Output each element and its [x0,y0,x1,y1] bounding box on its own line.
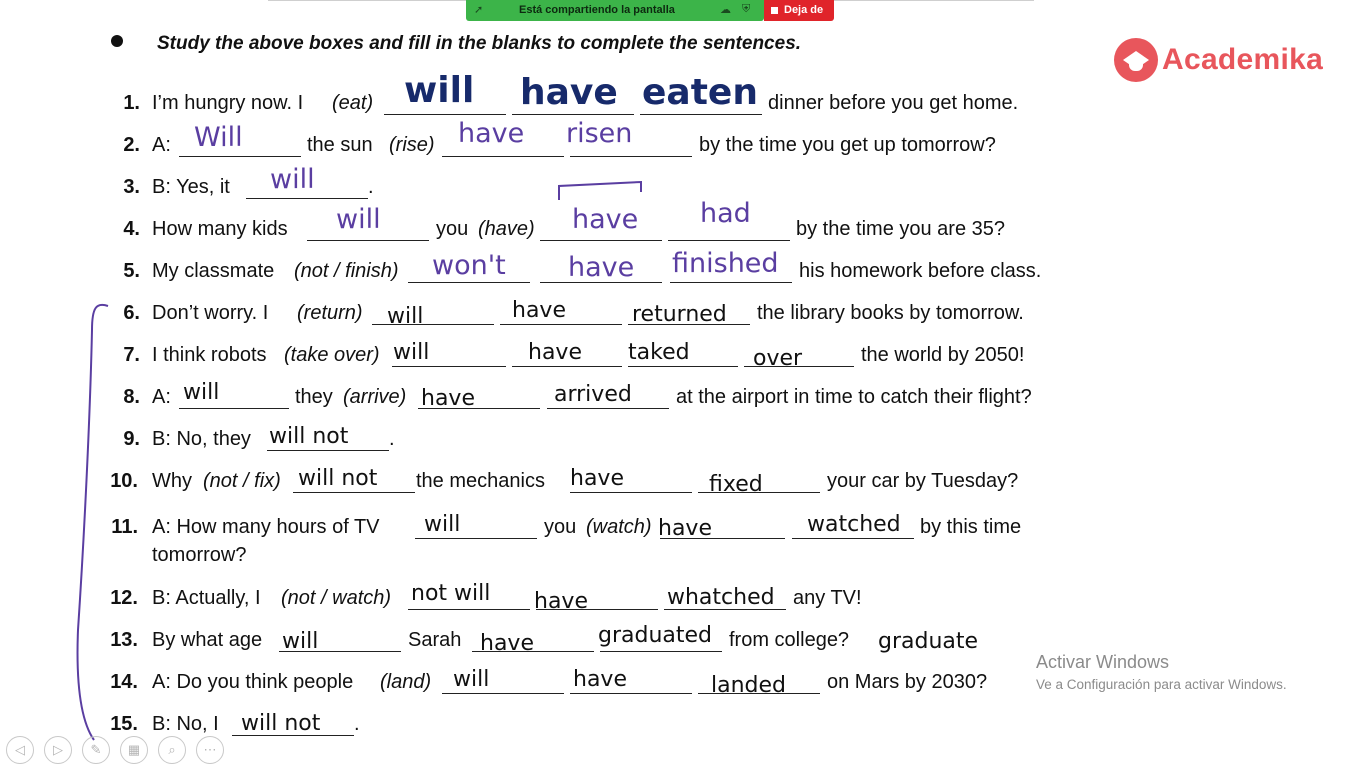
typed-answer: will [183,380,220,405]
sentence-text: any TV! [793,587,862,609]
sentence-text: By what age [152,629,263,651]
answer-blank[interactable] [512,366,622,367]
verb-hint: (rise) [389,134,435,156]
typed-answer: graduate [878,629,979,654]
typed-answer: over [753,346,803,371]
sentence-text: Sarah [408,629,462,651]
answer-blank[interactable] [500,324,622,325]
typed-answer: landed [711,673,787,698]
verb-hint: (have) [478,218,535,240]
sentence-text: your car by Tuesday? [827,470,1019,492]
typed-answer: graduated [598,623,713,648]
sentence-number: 14. [110,671,138,693]
sentence-text: A: Do you think people [152,671,354,693]
typed-answer: taked [628,340,690,365]
answer-blank[interactable] [668,240,790,241]
answer-blank[interactable] [179,408,289,409]
answer-blank[interactable] [512,114,634,115]
answer-blank[interactable] [792,538,914,539]
sentence-text: the world by 2050! [861,344,1025,366]
sentence-text: . [368,176,374,198]
verb-hint: (not / watch) [281,587,392,609]
sentence-number: 15. [110,713,138,735]
answer-blank[interactable] [307,240,429,241]
typed-answer: have [573,667,627,692]
verb-hint: (not / finish) [294,260,399,282]
sentence-number: 11. [111,516,138,538]
zoom-icon[interactable]: ⌕ [158,736,186,764]
more-icon[interactable]: ⋯ [196,736,224,764]
share-status-text: Está compartiendo la pantalla [519,4,675,16]
sentence-text: his homework before class. [799,260,1042,282]
cloud-icon[interactable]: ☁ [720,4,731,16]
activation-title: Activar Windows [1036,652,1170,672]
answer-blank[interactable] [246,198,368,199]
sentence-text: B: Yes, it [152,176,230,198]
typed-answer: will [393,340,430,365]
handwritten-answer: will [270,164,315,195]
typed-answer: have [528,340,582,365]
stop-sharing-label: Deja de [784,4,824,16]
pin-icon[interactable]: ➚ [474,4,484,16]
answer-blank[interactable] [384,114,506,115]
typed-answer: arrived [554,382,632,407]
handwritten-answer: will [336,204,381,235]
screen-share-bar[interactable] [466,0,764,21]
answer-blank[interactable] [392,366,506,367]
typed-answer: have [658,516,712,541]
academika-logo [1114,38,1344,84]
answer-blank[interactable] [408,609,530,610]
sentence-text: I’m hungry now. I [152,92,304,114]
answer-blank[interactable] [293,492,415,493]
bullet-icon [111,35,123,47]
handwritten-answer: had [700,198,751,229]
sentence-text: from college? [729,629,850,651]
sentence-text: you [436,218,469,240]
sentence-text: B: Actually, I [152,587,261,609]
typed-answer: will not [241,711,321,736]
typed-answer: have [480,631,534,656]
answer-blank[interactable] [415,538,537,539]
answer-blank[interactable] [547,408,669,409]
verb-hint: (eat) [332,92,374,114]
sentence-text: B: No, I [152,713,219,735]
sentence-text: My classmate [152,260,275,282]
handwritten-answer: will [404,70,475,111]
answer-blank[interactable] [670,282,792,283]
sentence-text: by the time you get up tomorrow? [699,134,996,156]
verb-hint: (return) [297,302,363,324]
pen-icon[interactable]: ✎ [82,736,110,764]
sentence-number: 3. [123,176,140,198]
prev-icon[interactable]: ◁ [6,736,34,764]
typed-answer: will [282,629,319,654]
handwritten-answer: have [572,204,639,235]
windows-activation-notice [1036,652,1287,692]
answer-blank[interactable] [628,366,738,367]
typed-answer: will [387,304,424,329]
sentence-number: 10. [110,470,138,492]
sentence-text: the mechanics [416,470,545,492]
presentation-controls [6,736,226,764]
sentence-number: 4. [123,218,140,240]
sentence-text: . [354,713,360,735]
sentence-number: 6. [123,302,140,324]
handwritten-answer: have [458,118,525,149]
answer-blank[interactable] [600,651,722,652]
sentence-number: 9. [123,428,140,450]
answer-blank[interactable] [640,114,762,115]
sentence-text: Don’t worry. I [152,302,269,324]
logo-text: Academika [1162,43,1324,76]
sentence-number: 5. [123,260,140,282]
answer-blank[interactable] [179,156,301,157]
handwritten-mark [555,178,647,202]
sentence-text: B: No, they [152,428,251,450]
handwritten-answer: eaten [642,72,758,113]
sentence-number: 12. [110,587,138,609]
typed-answer: watched [807,512,901,537]
stop-icon [771,7,778,14]
sentence-text: I think robots [152,344,267,366]
graduation-cap-icon [1114,38,1158,82]
next-icon[interactable]: ▷ [44,736,72,764]
sentence-text: the library books by tomorrow. [757,302,1024,324]
typed-answer: have [421,386,475,411]
typed-answer: fixed [709,472,763,497]
sentence-text: they [295,386,333,408]
answer-blank[interactable] [442,156,564,157]
grid-icon[interactable]: ▦ [120,736,148,764]
answer-blank[interactable] [408,282,530,283]
sentence-number: 8. [123,386,140,408]
sentence-text: the sun [307,134,373,156]
answer-blank[interactable] [267,450,389,451]
typed-answer: will [424,512,461,537]
verb-hint: (not / fix) [203,470,281,492]
sentence-number: 2. [123,134,140,156]
sentence-text: tomorrow? [152,544,247,566]
sentence-text: you [544,516,577,538]
answer-blank[interactable] [570,492,692,493]
verb-hint: (arrive) [343,386,407,408]
sentence-text: on Mars by 2030? [827,671,988,693]
answer-blank[interactable] [540,240,662,241]
sentence-number: 13. [110,629,138,651]
answer-blank[interactable] [442,693,564,694]
handwritten-answer: have [520,72,618,113]
typed-answer: not will [411,581,491,606]
typed-answer: will [453,667,490,692]
sentence-text: How many kids [152,218,288,240]
handwritten-answer: finished [672,248,779,279]
verb-hint: (watch) [586,516,652,538]
handwritten-answer: risen [566,118,633,149]
sentence-text: by the time you are 35? [796,218,1006,240]
sentence-text: Why [152,470,192,492]
handwritten-answer: have [568,252,635,283]
sentence-number: 1. [123,92,140,114]
sentence-text: by this time [920,516,1022,538]
verb-hint: (land) [380,671,432,693]
activation-subtitle: Ve a Configuración para activar Windows. [1036,677,1287,692]
typed-answer: whatched [667,585,775,610]
handwritten-answer: Will [194,122,243,153]
sentence-text: at the airport in time to catch their flight? [676,386,1032,408]
instruction-text: Study the above boxes and fill in the blanks to complete the sentences. [157,33,802,54]
sentence-text: dinner before you get home. [768,92,1019,114]
typed-answer: have [512,298,566,323]
typed-answer: will not [298,466,378,491]
typed-answer: will not [269,424,349,449]
sentence-text: A: [152,134,171,156]
typed-answer: have [534,589,588,614]
verb-hint: (take over) [284,344,380,366]
typed-answer: returned [632,302,727,327]
sentence-text: A: How many hours of TV [152,516,380,538]
shield-icon: ⛨ [742,3,751,15]
answer-blank[interactable] [570,693,692,694]
typed-answer: have [570,466,624,491]
handwritten-bracket [74,300,114,748]
answer-blank[interactable] [570,156,692,157]
sentence-text: A: [152,386,171,408]
handwritten-answer: won't [432,250,506,281]
stop-sharing-button[interactable] [764,0,834,21]
sentence-number: 7. [123,344,140,366]
sentence-text: . [389,428,395,450]
